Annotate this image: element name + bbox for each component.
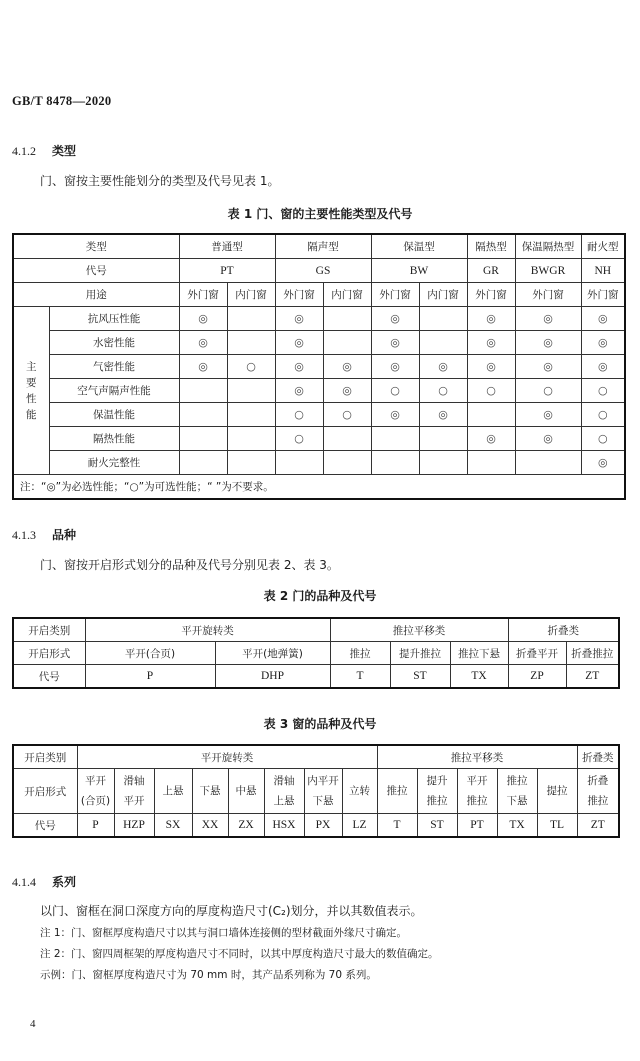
code-cell: PT: [457, 814, 497, 838]
form-cell: 提升 推拉: [417, 769, 457, 814]
symbol-cell: [179, 379, 227, 403]
code-cell: BWGR: [515, 259, 581, 283]
use-cell: 外门窗: [179, 283, 227, 307]
table2-form-row: [13, 642, 619, 665]
table1-code-row: [13, 259, 625, 283]
table3-header-code: 代号: [13, 814, 77, 838]
form-cell: 折叠 推拉: [577, 769, 619, 814]
code-cell: TL: [537, 814, 577, 838]
performance-name: 空气声隔声性能: [49, 379, 179, 403]
symbol-cell: ◎: [179, 355, 227, 379]
table2-header-category: 开启类别: [13, 618, 85, 642]
category-cell: 折叠类: [508, 618, 619, 642]
symbol-cell: [467, 403, 515, 427]
form-cell: 平开(合页): [85, 642, 215, 665]
symbol-cell: ◎: [581, 307, 625, 331]
symbol-cell: ◎: [467, 355, 515, 379]
form-cell: 推拉: [377, 769, 417, 814]
symbol-cell: ○: [467, 379, 515, 403]
form-cell: 平开(地弹簧): [215, 642, 330, 665]
symbol-cell: ◎: [275, 379, 323, 403]
code-cell: PT: [179, 259, 275, 283]
table1: [12, 233, 626, 500]
code-cell: P: [77, 814, 114, 838]
symbol-cell: ◎: [323, 355, 371, 379]
table-row: [13, 427, 625, 451]
symbol-cell: ◎: [323, 379, 371, 403]
symbol-cell: ○: [419, 379, 467, 403]
category-cell: 平开旋转类: [77, 745, 377, 769]
code-cell: ZT: [577, 814, 619, 838]
use-cell: 内门窗: [227, 283, 275, 307]
performance-name: 水密性能: [49, 331, 179, 355]
code-cell: GR: [467, 259, 515, 283]
form-cell: 平开 推拉: [457, 769, 497, 814]
symbol-cell: [323, 451, 371, 475]
table3-header-category: 开启类别: [13, 745, 77, 769]
section-title: 类型: [52, 144, 77, 158]
form-cell: 滑轴 上悬: [264, 769, 304, 814]
section-number: 4.1.3: [12, 528, 36, 542]
symbol-cell: ○: [227, 355, 275, 379]
use-cell: 外门窗: [371, 283, 419, 307]
performance-name: 耐火完整性: [49, 451, 179, 475]
form-cell: 提升推拉: [390, 642, 450, 665]
section-4-1-2-heading: [12, 142, 76, 159]
category-cell: 推拉平移类: [330, 618, 508, 642]
table2-header-form: 开启形式: [13, 642, 85, 665]
table2-header-code: 代号: [13, 665, 85, 689]
use-cell: 外门窗: [275, 283, 323, 307]
section-number: 4.1.4: [12, 875, 36, 889]
symbol-cell: ◎: [515, 331, 581, 355]
symbol-cell: ◎: [275, 331, 323, 355]
table1-note: 注：“◎”为必选性能；“○”为可选性能；“ ”为不要求。: [13, 475, 625, 500]
code-cell: P: [85, 665, 215, 689]
performance-name: 隔热性能: [49, 427, 179, 451]
section-4-1-3-paragraph: 门、窗按开启形式划分的品种及代号分别见表 2、表 3。: [40, 558, 339, 572]
use-cell: 内门窗: [419, 283, 467, 307]
symbol-cell: ◎: [179, 307, 227, 331]
table3-category-row: [13, 745, 619, 769]
symbol-cell: ◎: [179, 331, 227, 355]
code-cell: GS: [275, 259, 371, 283]
symbol-cell: ○: [371, 379, 419, 403]
symbol-cell: ○: [275, 403, 323, 427]
symbol-cell: ◎: [515, 427, 581, 451]
table1-header-type: 类型: [13, 234, 179, 259]
table1-type-row: [13, 234, 625, 259]
standard-number: GB/T 8478—2020: [12, 94, 112, 108]
form-cell: 平开 (合页): [77, 769, 114, 814]
type-cell: 隔热型: [467, 234, 515, 259]
code-cell: ST: [417, 814, 457, 838]
code-cell: ST: [390, 665, 450, 689]
code-cell: SX: [154, 814, 192, 838]
symbol-cell: ◎: [581, 355, 625, 379]
symbol-cell: ◎: [467, 427, 515, 451]
symbol-cell: ○: [323, 403, 371, 427]
table3-header-form: 开启形式: [13, 769, 77, 814]
main-performance-group-label: 主 要 性 能: [13, 307, 49, 475]
symbol-cell: [275, 451, 323, 475]
symbol-cell: ◎: [275, 307, 323, 331]
type-cell: 普通型: [179, 234, 275, 259]
form-cell: 折叠推拉: [566, 642, 619, 665]
symbol-cell: [419, 307, 467, 331]
symbol-cell: ○: [515, 379, 581, 403]
symbol-cell: [323, 427, 371, 451]
category-cell: 平开旋转类: [85, 618, 330, 642]
form-cell: 立转: [342, 769, 377, 814]
use-cell: 外门窗: [467, 283, 515, 307]
performance-name: 气密性能: [49, 355, 179, 379]
code-cell: HSX: [264, 814, 304, 838]
code-cell: TX: [497, 814, 537, 838]
section-number: 4.1.2: [12, 144, 36, 158]
symbol-cell: [227, 331, 275, 355]
form-cell: 滑轴 平开: [114, 769, 154, 814]
table1-caption: 表 1 门、窗的主要性能类型及代号: [227, 207, 413, 221]
symbol-cell: ◎: [371, 307, 419, 331]
table2: [12, 617, 620, 689]
code-cell: LZ: [342, 814, 377, 838]
symbol-cell: ◎: [581, 451, 625, 475]
form-cell: 下悬: [192, 769, 228, 814]
form-cell: 推拉下悬: [450, 642, 508, 665]
symbol-cell: ◎: [419, 355, 467, 379]
type-cell: 保温隔热型: [515, 234, 581, 259]
table-row: [13, 331, 625, 355]
code-cell: ZP: [508, 665, 566, 689]
table2-category-row: [13, 618, 619, 642]
symbol-cell: ◎: [371, 331, 419, 355]
symbol-cell: [227, 307, 275, 331]
symbol-cell: [419, 451, 467, 475]
symbol-cell: ◎: [467, 307, 515, 331]
symbol-cell: [227, 451, 275, 475]
table-row: [13, 451, 625, 475]
code-cell: ZX: [228, 814, 264, 838]
symbol-cell: [515, 451, 581, 475]
table-row: [13, 403, 625, 427]
symbol-cell: ◎: [515, 355, 581, 379]
symbol-cell: ◎: [371, 403, 419, 427]
code-cell: T: [330, 665, 390, 689]
symbol-cell: [227, 427, 275, 451]
section-title: 系列: [52, 875, 77, 889]
category-cell: 推拉平移类: [377, 745, 577, 769]
example: 示例：门、窗框厚度构造尺寸为 70 mm 时，其产品系列称为 70 系列。: [40, 969, 377, 981]
type-cell: 隔声型: [275, 234, 371, 259]
symbol-cell: [179, 403, 227, 427]
symbol-cell: ◎: [515, 403, 581, 427]
table3-form-row: [13, 769, 619, 814]
type-cell: 耐火型: [581, 234, 625, 259]
symbol-cell: ○: [275, 427, 323, 451]
code-cell: TX: [450, 665, 508, 689]
code-cell: HZP: [114, 814, 154, 838]
table1-note-row: [13, 475, 625, 500]
symbol-cell: ◎: [275, 355, 323, 379]
symbol-cell: [467, 451, 515, 475]
performance-name: 抗风压性能: [49, 307, 179, 331]
table-row: [13, 307, 625, 331]
symbol-cell: [227, 403, 275, 427]
code-cell: PX: [304, 814, 342, 838]
symbol-cell: [419, 331, 467, 355]
section-4-1-2-paragraph: 门、窗按主要性能划分的类型及代号见表 1。: [40, 174, 280, 188]
form-cell: 折叠平开: [508, 642, 566, 665]
form-cell: 推拉: [330, 642, 390, 665]
type-cell: 保温型: [371, 234, 467, 259]
symbol-cell: [227, 379, 275, 403]
table2-code-row: [13, 665, 619, 689]
table-row: [13, 355, 625, 379]
symbol-cell: ◎: [515, 307, 581, 331]
form-cell: 提拉: [537, 769, 577, 814]
symbol-cell: [371, 427, 419, 451]
note-1: 注 1：门、窗框厚度构造尺寸以其与洞口墙体连接侧的型材截面外缘尺寸确定。: [40, 927, 408, 939]
table3-caption: 表 3 窗的品种及代号: [263, 717, 377, 731]
table3-code-row: [13, 814, 619, 838]
code-cell: BW: [371, 259, 467, 283]
form-cell: 内平开 下悬: [304, 769, 342, 814]
symbol-cell: [419, 427, 467, 451]
symbol-cell: [323, 331, 371, 355]
table1-header-code: 代号: [13, 259, 179, 283]
performance-name: 保温性能: [49, 403, 179, 427]
table3: [12, 744, 620, 838]
category-cell: 折叠类: [577, 745, 619, 769]
use-cell: 外门窗: [515, 283, 581, 307]
table-row: [13, 379, 625, 403]
form-cell: 上悬: [154, 769, 192, 814]
symbol-cell: [179, 427, 227, 451]
symbol-cell: ◎: [581, 331, 625, 355]
code-cell: T: [377, 814, 417, 838]
symbol-cell: ○: [581, 379, 625, 403]
code-cell: XX: [192, 814, 228, 838]
code-cell: DHP: [215, 665, 330, 689]
symbol-cell: ◎: [419, 403, 467, 427]
symbol-cell: [179, 451, 227, 475]
section-4-1-3-heading: [12, 526, 76, 543]
form-cell: 推拉 下悬: [497, 769, 537, 814]
code-cell: NH: [581, 259, 625, 283]
page-number: 4: [30, 1018, 36, 1030]
table2-caption: 表 2 门的品种及代号: [263, 589, 377, 603]
table1-header-use: 用途: [13, 283, 179, 307]
symbol-cell: ◎: [467, 331, 515, 355]
symbol-cell: [371, 451, 419, 475]
use-cell: 内门窗: [323, 283, 371, 307]
use-cell: 外门窗: [581, 283, 625, 307]
section-4-1-4-paragraph: 以门、窗框在洞口深度方向的厚度构造尺寸(C₂)划分，并以其数值表示。: [40, 904, 423, 918]
symbol-cell: ○: [581, 403, 625, 427]
form-cell: 中悬: [228, 769, 264, 814]
note-2: 注 2：门、窗四周框架的厚度构造尺寸不同时，以其中厚度构造尺寸最大的数值确定。: [40, 948, 439, 960]
section-title: 品种: [52, 528, 77, 542]
table1-use-row: [13, 283, 625, 307]
code-cell: ZT: [566, 665, 619, 689]
symbol-cell: ○: [581, 427, 625, 451]
symbol-cell: ◎: [371, 355, 419, 379]
section-4-1-4-heading: [12, 873, 76, 890]
symbol-cell: [323, 307, 371, 331]
